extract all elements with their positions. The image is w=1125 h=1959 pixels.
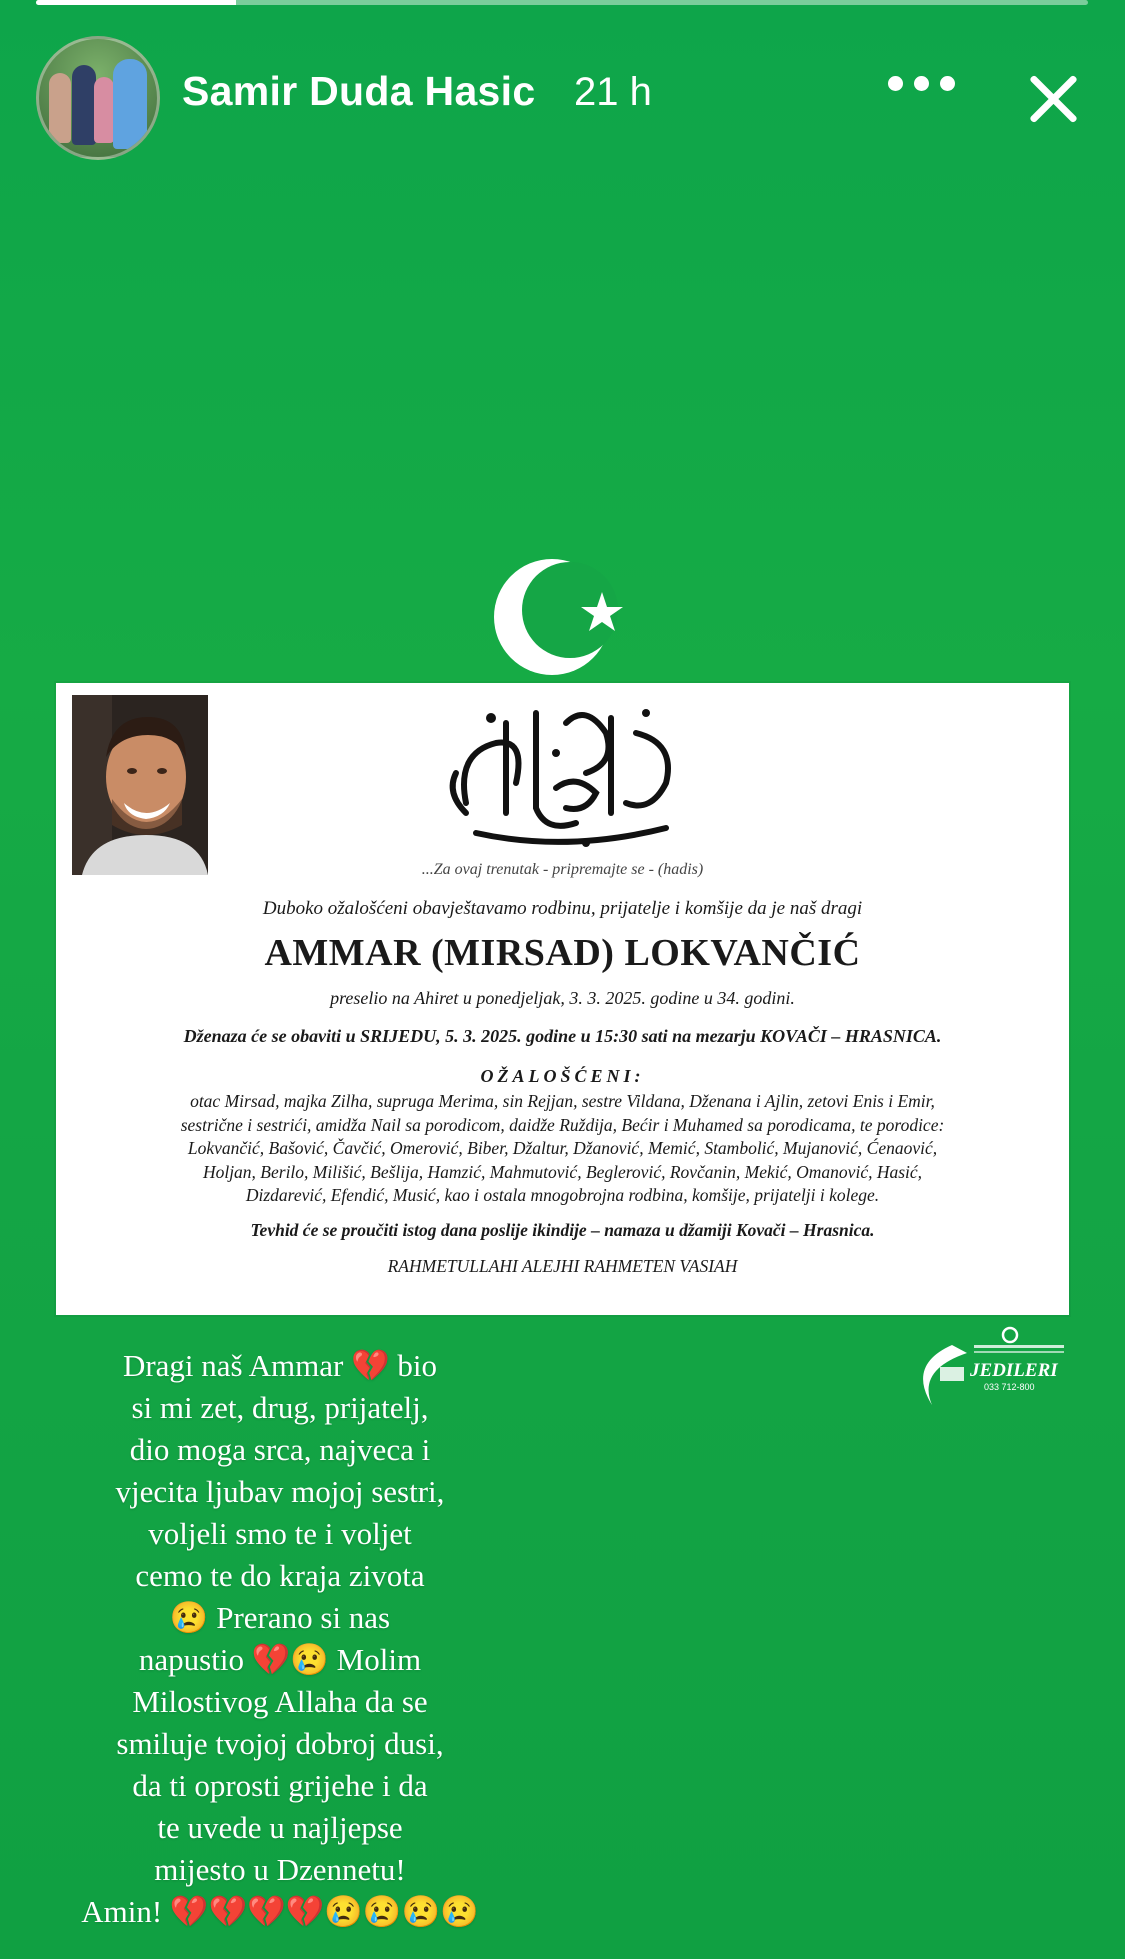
arabic-calligraphy — [436, 693, 696, 863]
close-icon[interactable] — [1026, 72, 1080, 126]
mourners-line: Dizdarević, Efendić, Musić, kao i ostala mnogobrojna rodbina, komšije, prijatelji i kolege. — [245, 1185, 880, 1205]
more-dots-icon[interactable] — [888, 76, 958, 92]
mourners-list — [70, 1090, 1055, 1208]
crescent-star-icon — [490, 552, 640, 682]
death-date-text: preselio na Ahiret u ponedjeljak, 3. 3. 2025. godine u 34. godini. — [330, 988, 795, 1008]
avatar[interactable] — [36, 36, 160, 160]
notice-intro: Duboko ožalošćeni obavještavamo rodbinu, prijatelje i komšije da je naš dragi — [262, 898, 863, 919]
tevhid-info: Tevhid će se proučiti istog dana poslije ikindije – namaza u džamiji Kovači – Hrasnica. — [250, 1220, 875, 1240]
story-progress-bar — [36, 0, 1088, 5]
mourners-line: Lokvančić, Bašović, Čavčić, Omerović, Biber, Džaltur, Džanović, Memić, Stambolić, Mujanović, Ćenaović, — [187, 1138, 938, 1158]
deceased-name: AMMAR (MIRSAD) LOKVANČIĆ — [264, 932, 861, 974]
username[interactable]: Samir Duda Hasic — [182, 68, 536, 114]
hadis-quote: ...Za ovaj trenutak - pripremajte se - (hadis) — [421, 861, 704, 878]
obituary-notice — [56, 683, 1069, 1315]
jedileri-brand: JEDILERI — [970, 1360, 1058, 1381]
post-time: 21 h — [574, 70, 652, 114]
funeral-info: Dženaza će se obaviti u SRIJEDU, 5. 3. 2025. godine u 15:30 sati na mezarju KOVAČI – HRASNICA. — [183, 1026, 942, 1046]
jedileri-logo — [912, 1325, 1072, 1410]
mourners-title: OŽALOŠĆENI: — [480, 1066, 645, 1086]
mourners-line: Holjan, Berilo, Milišić, Bešlija, Hamzić, Mahmutović, Beglerović, Rovčanin, Mekić, Omanović, Hasić, — [202, 1161, 923, 1182]
story-progress-fill — [36, 0, 236, 5]
mourners-line: sestrične i sestrići, amidža Nail sa porodicom, daidže Ruždija, Bećir i Muhamed sa porodicama, te porodice: — [180, 1114, 945, 1135]
story-caption: Dragi naš Ammar 💔 bio si mi zet, drug, prijatelj, dio moga srca, najveca i vjecita ljubav mojoj sestri, voljeli smo te i voljet cemo te do kraja zivota 😢 Prerano si nas napustio 💔😢 Molim Milostivog Allaha da se smiluje tvojoj dobroj dusi, da ti oprosti grijehe i da te uvede u najljepse mijesto u Dzennetu! Amin! 💔💔💔💔😢😢😢😢 — [81, 1348, 479, 1929]
mourners-line: otac Mirsad, majka Zilha, supruga Merima, sin Rejjan, sestre Vildana, Dženana i Ajlin, zetovi Enis i Emir, — [190, 1091, 935, 1111]
jedileri-phone: 033 712-800 — [984, 1382, 1035, 1392]
story-header — [36, 36, 1089, 156]
closing-prayer: RAHMETULLAHI ALEJHI RAHMETEN VASIAH — [387, 1256, 738, 1276]
portrait-photo — [72, 695, 208, 875]
